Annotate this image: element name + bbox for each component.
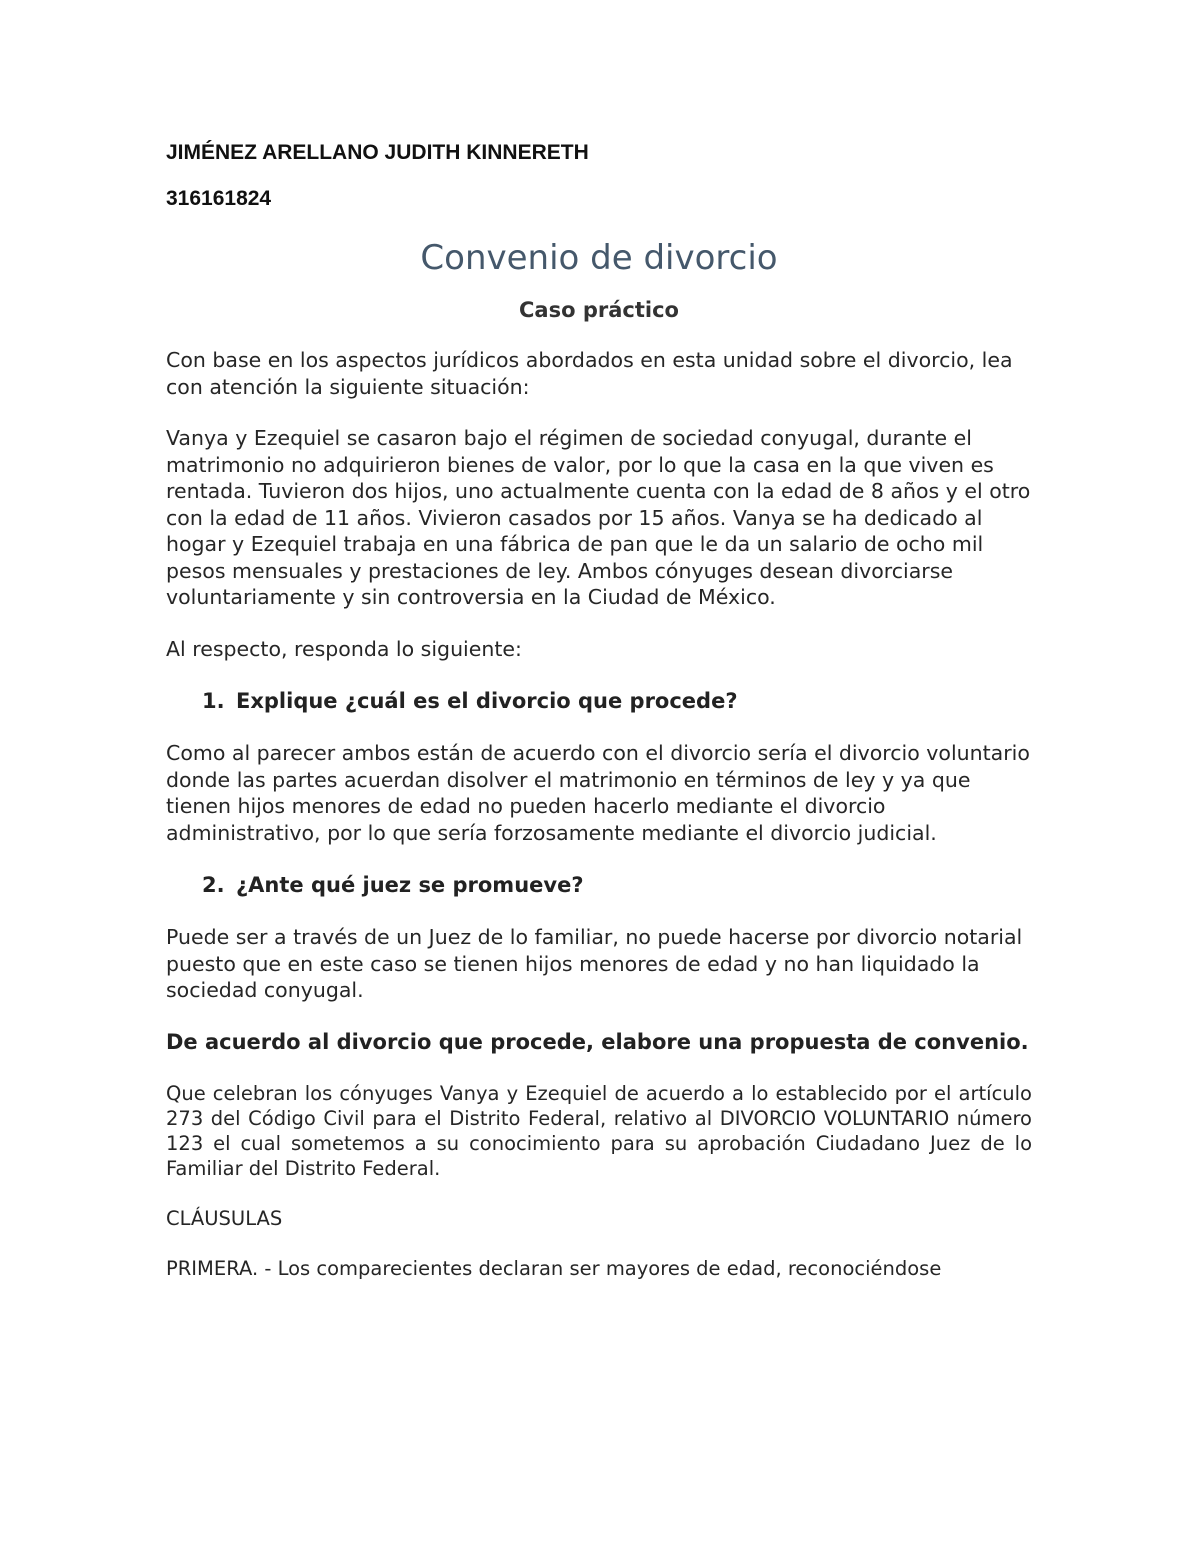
student-id: 316161824 — [166, 187, 272, 210]
question-text: Explique ¿cuál es el divorcio que procede? — [236, 689, 738, 713]
author-name: JIMÉNEZ ARELLANO JUDITH KINNERETH — [166, 141, 589, 164]
proposal-intro: Que celebran los cónyuges Vanya y Ezequiel de acuerdo a lo establecido por el artículo 273 del Código Civil para el Distrito Federal, relativo al DIVORCIO VOLUNTARIO número 123 el cual sometemos a su conocimiento para su aprobación Ciudadano Juez de lo Familiar del Distrito Federal. — [166, 1081, 1032, 1180]
case-paragraph: Vanya y Ezequiel se casaron bajo el régimen de sociedad conyugal, durante el matrimonio no adquirieron bienes de valor, por lo que la casa en la que viven es rentada. Tuvieron dos hijos, uno actualmente cuenta con la edad de 8 años y el otro con la edad de 11 años. Vivieron casados por 15 años. Vanya se ha dedicado al hogar y Ezequiel trabaja en una fábrica de pan que le da un salario de ocho mil pesos mensuales y prestaciones de ley. Ambos cónyuges desean divorciarse voluntariamente y sin controversia en la Ciudad de México. — [166, 426, 1031, 609]
proposal-heading: De acuerdo al divorcio que procede, elabore una propuesta de convenio. — [166, 1029, 1029, 1054]
prompt-paragraph: Al respecto, responda lo siguiente: — [166, 636, 522, 661]
clauses-label: CLÁUSULAS — [166, 1206, 283, 1230]
question-2 — [166, 871, 1032, 899]
question-text: ¿Ante qué juez se promueve? — [236, 873, 584, 897]
answer-1: Como al parecer ambos están de acuerdo con el divorcio sería el divorcio voluntario donde las partes acuerdan disolver el matrimonio en términos de ley y ya que tienen hijos menores de edad no pueden hacerlo mediante el divorcio administrativo, por lo que sería forzosamente mediante el divorcio judicial. — [166, 741, 1030, 845]
intro-paragraph: Con base en los aspectos jurídicos abordados en esta unidad sobre el divorcio, lea con atención la siguiente situación: — [166, 348, 1013, 399]
document-page — [166, 138, 1032, 1281]
question-1 — [166, 687, 1032, 715]
question-number: 1. — [202, 689, 225, 713]
document-title: Convenio de divorcio — [420, 238, 778, 278]
question-number: 2. — [202, 873, 225, 897]
first-clause: PRIMERA. - Los comparecientes declaran ser mayores de edad, reconociéndose — [166, 1256, 942, 1280]
answer-2: Puede ser a través de un Juez de lo familiar, no puede hacerse por divorcio notarial puesto que en este caso se tienen hijos menores de edad y no han liquidado la sociedad conyugal. — [166, 925, 1023, 1002]
document-subtitle: Caso práctico — [519, 298, 679, 322]
